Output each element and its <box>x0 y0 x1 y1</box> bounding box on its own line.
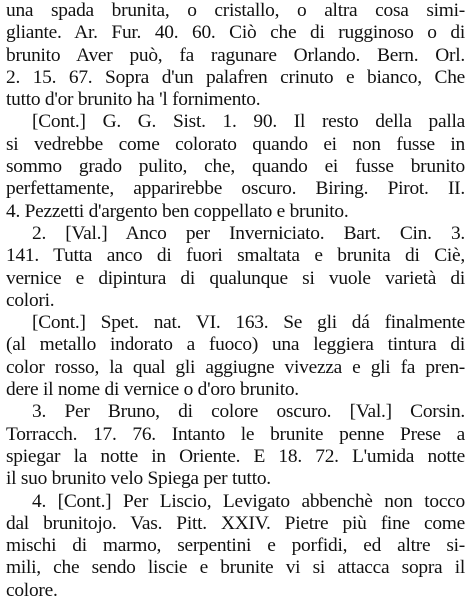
text-line: 4. Pezzetti d'argento ben coppellato e brunito. <box>6 200 349 222</box>
text-line: brunito Aver può, fa ragunare Orlando. Bern. Orl. <box>6 44 465 66</box>
text-line: sommo grado pulito, che, quando ei fusse brunito <box>6 156 465 178</box>
paragraph-2 <box>6 111 465 222</box>
text-line: Torracch. 17. 76. Intanto le brunite penne Prese a <box>6 423 465 445</box>
text-line: mischi di marmo, serpentini e porfidi, ed altre si- <box>6 535 465 557</box>
text-line: spiegar la notte in Oriente. E 18. 72. L'umida notte <box>6 445 465 467</box>
text-line: perfettamente, apparirebbe oscuro. Biring. Pirot. II. <box>6 178 465 200</box>
text-line: colore. <box>6 579 58 601</box>
text-line: [Cont.] Spet. nat. VI. 163. Se gli dá finalmente <box>32 312 465 334</box>
text-line: [Cont.] G. G. Sist. 1. 90. Il resto della palla <box>32 111 465 133</box>
text-line: una spada brunita, o cristallo, o altra cosa simi- <box>6 0 465 21</box>
text-line: colori. <box>6 289 55 311</box>
paragraph-3 <box>6 223 465 312</box>
text-line: (al metallo indorato a fuoco) una leggiera tintura di <box>6 334 465 356</box>
text-line: 141. Tutta anco di fuori smaltata e brunita di Ciè, <box>6 245 465 267</box>
text-line: 4. [Cont.] Per Liscio, Levigato abbenchè non tocco <box>32 490 465 512</box>
text-line: dal brunitojo. Vas. Pitt. XXIV. Pietre più fine come <box>6 512 465 534</box>
paragraph-6 <box>6 491 465 602</box>
text-line: si vedrebbe come colorato quando ei non fusse in <box>6 133 465 155</box>
text-line: vernice e dipintura di qualunque si vuole varietà di <box>6 267 465 289</box>
text-line: 3. Per Bruno, di colore oscuro. [Val.] Corsin. <box>32 401 465 423</box>
text-line: mili, che sendo liscie e brunite vi si attacca sopra il <box>6 557 465 579</box>
paragraph-4 <box>6 312 465 401</box>
text-line: tutto d'or brunito ha 'l fornimento. <box>6 89 261 111</box>
text-line: dere il nome di vernice o d'oro brunito. <box>6 379 299 401</box>
text-line: gliante. Ar. Fur. 40. 60. Ciò che di rugginoso o di <box>6 22 465 44</box>
paragraph-5 <box>6 401 465 490</box>
paragraph-1 <box>6 0 465 111</box>
text-line: il suo brunito velo Spiega per tutto. <box>6 468 271 490</box>
text-line: 2. 15. 67. Sopra d'un palafren crinuto e bianco, Che <box>6 66 465 88</box>
text-line: color rosso, la qual gli aggiugne vivezza e gli fa pren- <box>6 356 465 378</box>
text-line: 2. [Val.] Anco per Inverniciato. Bart. Cin. 3. <box>32 222 465 244</box>
